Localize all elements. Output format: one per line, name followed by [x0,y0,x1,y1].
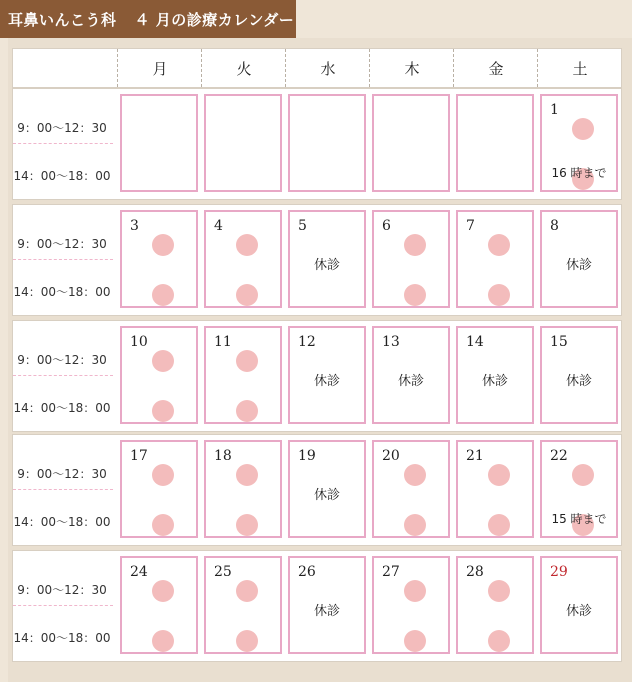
open-dot-icon [488,284,510,306]
day-cell [204,326,282,424]
day-cell [456,210,534,308]
open-dot-icon [236,284,258,306]
weekday-header-3: 木 [369,49,454,87]
open-dot-icon [488,630,510,652]
day-number: 3 [130,218,139,234]
day-cell [288,440,366,538]
day-cell [540,440,618,538]
day-number: 20 [382,448,400,464]
day-cell [456,94,534,192]
day-cell [204,440,282,538]
day-cell [372,326,450,424]
slot-divider [13,143,113,144]
day-cell [204,94,282,192]
weekday-header-4: 金 [453,49,538,87]
weekday-header [12,48,622,88]
weekday-header-0: 月 [117,49,202,87]
day-number: 24 [130,564,148,580]
day-cell [456,326,534,424]
day-cell [540,556,618,654]
hours-note: 15 時まで [551,512,607,526]
day-number: 26 [298,564,316,580]
day-cell [540,326,618,424]
day-number: 6 [382,218,391,234]
day-cell [120,94,198,192]
open-dot-icon [236,400,258,422]
open-dot-icon [236,234,258,256]
time-slot-afternoon: 14：00～18：00 [13,401,111,415]
slot-divider [13,259,113,260]
day-number: 21 [466,448,484,464]
open-dot-icon [488,580,510,602]
open-dot-icon [152,400,174,422]
open-dot-icon [404,234,426,256]
time-slot-afternoon: 14：00～18：00 [13,515,111,529]
weekday-header-2: 水 [285,49,370,87]
closed-label: 休診 [313,258,340,273]
day-cell [288,94,366,192]
day-cell [204,556,282,654]
week-row [12,204,622,316]
closed-label: 休診 [565,258,592,273]
closed-label: 休診 [565,604,592,619]
day-number: 12 [298,334,316,350]
day-cell [288,326,366,424]
calendar-title-bar [0,0,296,38]
slot-divider [13,489,113,490]
open-dot-icon [572,464,594,486]
open-dot-icon [152,350,174,372]
slot-divider [13,375,113,376]
time-slot-afternoon: 14：00～18：00 [13,169,111,183]
day-number: 8 [550,218,559,234]
hours-note: 16 時まで [551,166,607,180]
day-number: 13 [382,334,400,350]
day-cell [372,94,450,192]
open-dot-icon [488,514,510,536]
day-number: 25 [214,564,232,580]
time-slot-afternoon: 14：00～18：00 [13,631,111,645]
open-dot-icon [152,514,174,536]
day-cell [372,210,450,308]
open-dot-icon [404,630,426,652]
day-number: 7 [466,218,475,234]
day-cell [456,440,534,538]
day-number: 29 [550,564,568,580]
weekday-header-5: 土 [537,49,622,87]
open-dot-icon [404,464,426,486]
open-dot-icon [152,464,174,486]
day-cell [540,94,618,192]
week-row [12,320,622,432]
closed-label: 休診 [481,374,508,389]
day-number: 10 [130,334,148,350]
open-dot-icon [488,464,510,486]
day-cell [288,556,366,654]
day-number: 11 [214,334,232,350]
open-dot-icon [236,630,258,652]
time-slot-morning: 9：00～12：30 [17,237,107,251]
day-number: 5 [298,218,307,234]
day-number: 22 [550,448,568,464]
open-dot-icon [236,514,258,536]
day-number: 18 [214,448,232,464]
calendar-title: ４ 月の診療カレンダー [134,10,295,29]
day-number: 14 [466,334,484,350]
day-cell [372,440,450,538]
time-slot-morning: 9：00～12：30 [17,583,107,597]
time-slot-morning: 9：00～12：30 [17,121,107,135]
time-slot-morning: 9：00～12：30 [17,353,107,367]
closed-label: 休診 [565,374,592,389]
closed-label: 休診 [313,374,340,389]
day-number: 4 [214,218,223,234]
open-dot-icon [152,580,174,602]
week-row [12,434,622,546]
day-number: 15 [550,334,568,350]
time-slot-morning: 9：00～12：30 [17,467,107,481]
closed-label: 休診 [313,604,340,619]
open-dot-icon [236,464,258,486]
day-cell [456,556,534,654]
closed-label: 休診 [397,374,424,389]
day-cell [120,210,198,308]
open-dot-icon [236,350,258,372]
day-number: 19 [298,448,316,464]
slot-divider [13,605,113,606]
open-dot-icon [152,234,174,256]
weekday-header-1: 火 [201,49,286,87]
day-cell [372,556,450,654]
week-row [12,550,622,662]
day-cell [204,210,282,308]
open-dot-icon [236,580,258,602]
open-dot-icon [404,284,426,306]
closed-label: 休診 [313,488,340,503]
open-dot-icon [152,630,174,652]
open-dot-icon [488,234,510,256]
day-number: 27 [382,564,400,580]
day-cell [120,326,198,424]
open-dot-icon [404,514,426,536]
day-cell [120,440,198,538]
day-number: 1 [550,102,559,118]
open-dot-icon [404,580,426,602]
day-number: 28 [466,564,484,580]
time-slot-afternoon: 14：00～18：00 [13,285,111,299]
day-cell [288,210,366,308]
clinic-name: 耳鼻いんこう科 [8,10,117,29]
open-dot-icon [572,118,594,140]
day-cell [540,210,618,308]
week-row [12,88,622,200]
open-dot-icon [152,284,174,306]
day-number: 17 [130,448,148,464]
day-cell [120,556,198,654]
